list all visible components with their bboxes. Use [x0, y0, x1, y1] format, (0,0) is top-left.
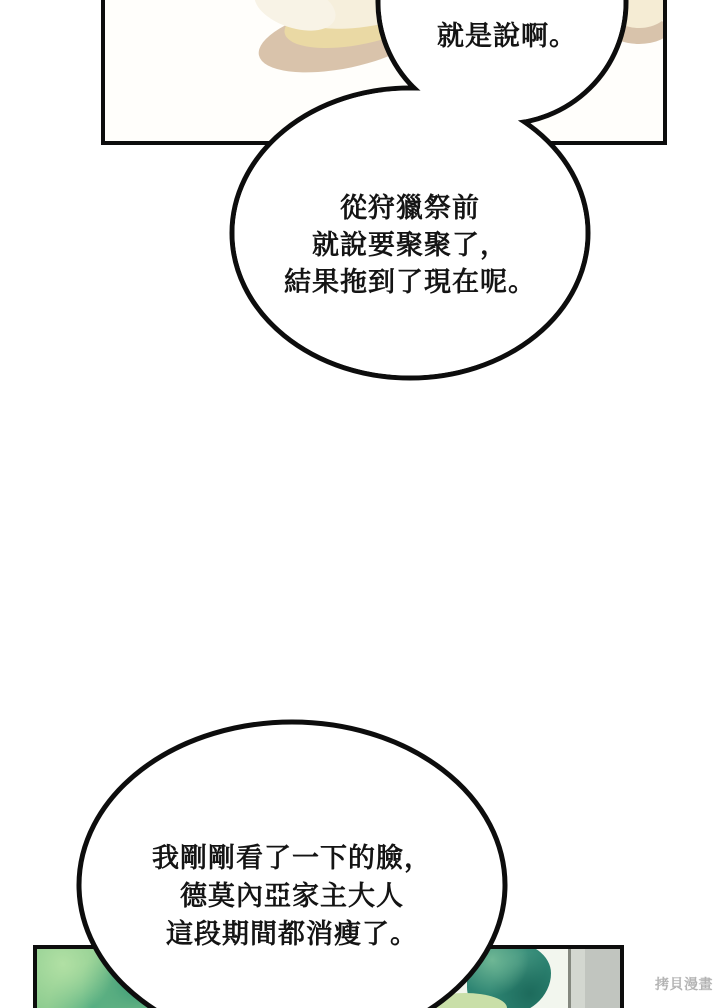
bubble-line: 德莫內亞家主大人: [180, 881, 404, 911]
speech-bubble-1-text: [380, 18, 634, 54]
bubble-line: 從狩獵祭前: [340, 193, 480, 223]
bubble-line: 這段期間都消瘦了。: [166, 919, 418, 949]
speech-bubble-2-text: [230, 190, 590, 301]
bubble-line: 結果拖到了現在呢。: [284, 267, 536, 297]
bubble-line: 我剛剛看了一下的臉，: [152, 843, 432, 873]
speech-bubble-3-text: [80, 839, 504, 953]
bubble-line: 就說要聚聚了，: [312, 230, 508, 260]
watermark: 拷貝漫畫: [655, 976, 713, 992]
bubble-line: 就是說啊。: [437, 21, 577, 51]
